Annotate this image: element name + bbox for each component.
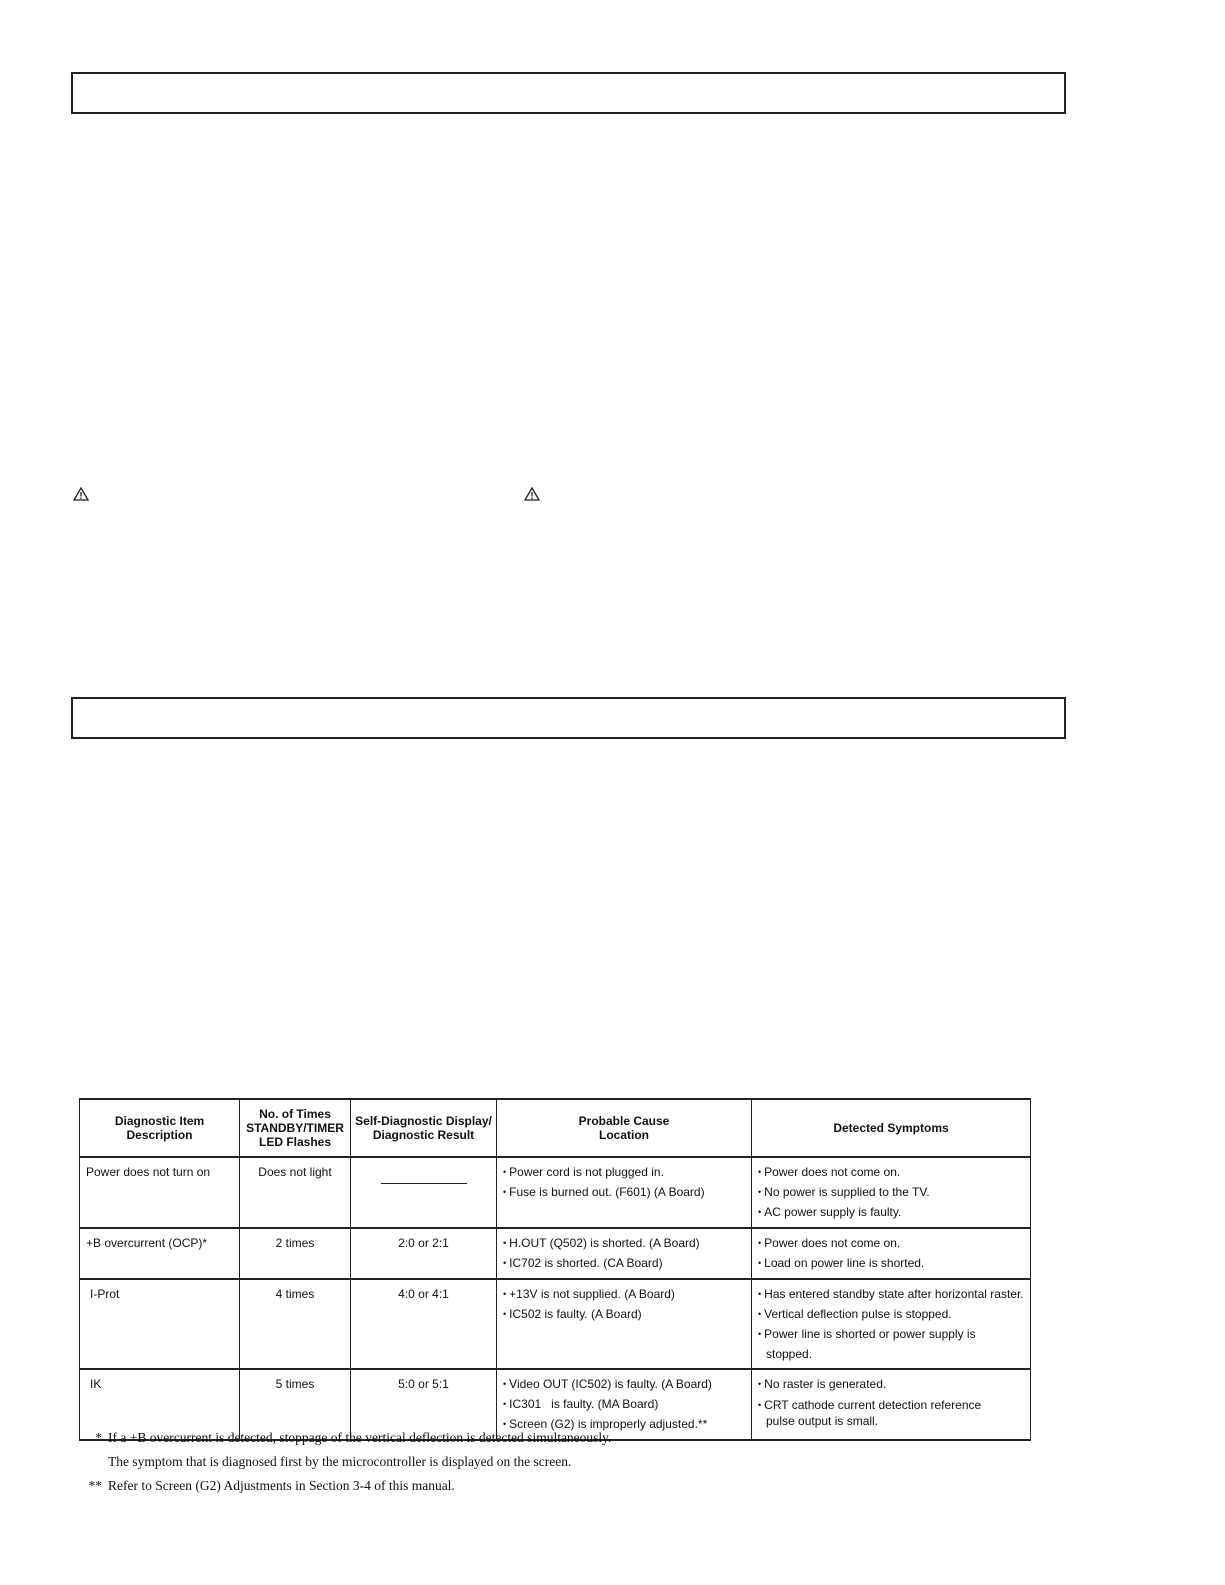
cause-item: • Screen (G2) is improperly adjusted.** [503,1415,745,1435]
symptom-item: • Has entered standby state after horizontal raster. [758,1285,1024,1305]
result-text: 2:0 or 2:1 [398,1236,449,1250]
header-text: Probable Cause Location [578,1114,670,1142]
cell-causes [497,1279,752,1369]
header-text: Self-Diagnostic Display/ Diagnostic Result [355,1114,492,1142]
header-text: Diagnostic Item Description [114,1114,205,1142]
result-text: 5:0 or 5:1 [398,1377,449,1391]
cause-item: • +13V is not supplied. (A Board) [503,1285,745,1305]
symptom-item: • Load on power line is shorted. [758,1254,1024,1274]
cause-item: • IC702 is shorted. (CA Board) [503,1254,745,1274]
cause-item: • Power cord is not plugged in. [503,1163,745,1183]
footnotes [82,1426,611,1498]
symptom-item: • Power line is shorted or power supply is stopped. [758,1325,1024,1364]
header-probable-cause [497,1099,752,1157]
cell-symptoms [752,1369,1031,1440]
symptom-item: • Vertical deflection pulse is stopped. [758,1305,1024,1325]
header-diagnostic-item [80,1099,240,1157]
header-text: No. of Times STANDBY/TIMER LED Flashes [246,1107,344,1149]
header-diagnostic-result [351,1099,497,1157]
table-row [80,1228,1031,1279]
section-heading-box-1 [71,72,1066,114]
footnote-text: The symptom that is diagnosed first by the microcontroller is displayed on the screen. [108,1454,572,1469]
warning-triangle-icon [524,487,540,501]
cell-result [351,1228,497,1279]
header-text: Detected Symptoms [833,1121,949,1135]
table-header-row [80,1099,1031,1157]
section-heading-box-2 [71,697,1066,739]
cause-item: • H.OUT (Q502) is shorted. (A Board) [503,1234,745,1254]
table-row [80,1279,1031,1369]
cell-result [351,1279,497,1369]
header-detected-symptoms [752,1099,1031,1157]
no-display-dash [381,1183,467,1184]
self-diagnostic-table [79,1098,1031,1441]
cell-symptoms [752,1157,1031,1228]
symptom-item: • CRT cathode current detection reference pulse output is small. [758,1398,1024,1429]
footnote-text: If a +B overcurrent is detected, stoppage of the vertical deflection is detected simultaneously. [108,1430,612,1445]
flashes-text: 2 times [275,1236,315,1250]
footnote-1 [82,1426,611,1450]
table-row [80,1157,1031,1228]
footnote-1-cont [82,1450,611,1474]
item-text: IK [90,1377,102,1391]
cell-flashes [240,1157,351,1228]
symptom-item: • No power is supplied to the TV. [758,1183,1024,1203]
cause-item: • Fuse is burned out. (F601) (A Board) [503,1183,745,1203]
flashes-text: 5 times [275,1377,315,1391]
flashes-text: Does not light [258,1165,332,1179]
footnote-mark: * [95,1430,102,1445]
cause-item: • Video OUT (IC502) is faulty. (A Board) [503,1375,745,1395]
footnote-text: Refer to Screen (G2) Adjustments in Section 3-4 of this manual. [108,1478,455,1493]
cause-item: • IC502 is faulty. (A Board) [503,1305,745,1325]
item-text: Power does not turn on [86,1165,211,1179]
item-text: +B overcurrent (OCP)* [86,1236,208,1250]
footnote-mark: ** [88,1478,102,1493]
cause-item: • IC301 is faulty. (MA Board) [503,1395,745,1415]
item-text: I-Prot [90,1287,120,1301]
cell-flashes [240,1279,351,1369]
symptom-item: • Power does not come on. [758,1234,1024,1254]
warning-triangle-icon [73,487,89,501]
cell-symptoms [752,1279,1031,1369]
symptom-item: • AC power supply is faulty. [758,1203,1024,1223]
footnote-2 [82,1474,611,1498]
symptom-item: • Power does not come on. [758,1163,1024,1183]
cell-item [80,1279,240,1369]
cell-causes [497,1157,752,1228]
cell-flashes [240,1228,351,1279]
cell-item [80,1228,240,1279]
cell-causes [497,1228,752,1279]
symptom-item: • No raster is generated. [758,1375,1024,1395]
cell-symptoms [752,1228,1031,1279]
cell-item [80,1157,240,1228]
cell-result [351,1157,497,1228]
result-text: 4:0 or 4:1 [398,1287,449,1301]
flashes-text: 4 times [275,1287,315,1301]
header-led-flashes [240,1099,351,1157]
